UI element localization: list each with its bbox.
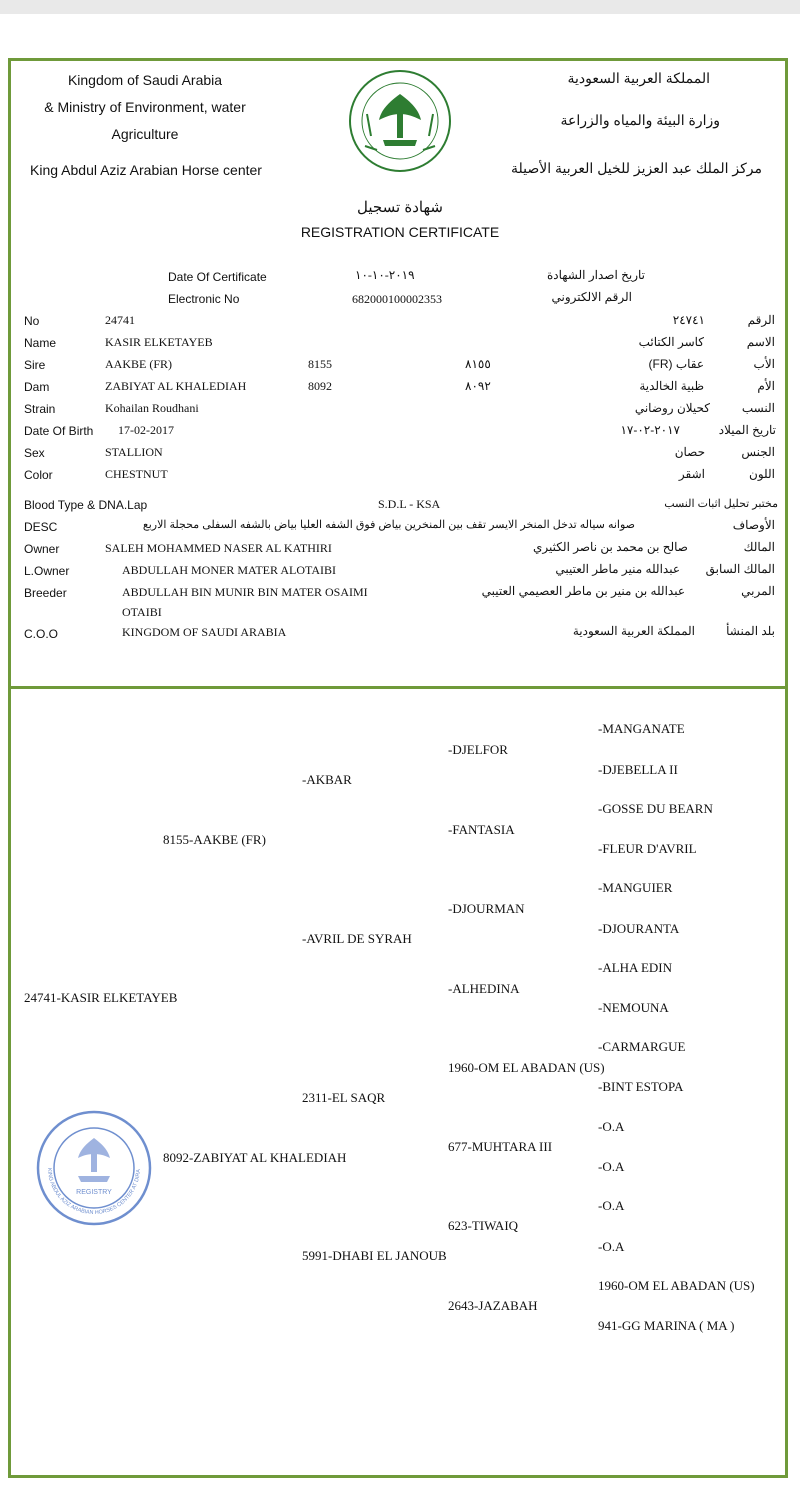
top-bar xyxy=(0,0,800,14)
dam-number-ar: ٨٠٩٢ xyxy=(465,379,491,393)
pedigree-sire: 8155-AAKBE (FR) xyxy=(163,832,266,847)
seal-registry-text: REGISTRY xyxy=(76,1189,112,1196)
strain-value-ar: كحيلان روضاني xyxy=(634,401,710,415)
title-english: REGISTRATION CERTIFICATE xyxy=(300,224,500,240)
blood-type-value: S.D.L - KSA xyxy=(378,497,441,511)
date-of-certificate-label-ar: تاريخ اصدار الشهادة xyxy=(546,268,645,282)
breeder-value: ABDULLAH BIN MUNIR BIN MATER OSAIMI xyxy=(122,585,368,599)
name-label-ar: الاسم xyxy=(746,335,775,349)
coo-value: KINGDOM OF SAUDI ARABIA xyxy=(122,625,287,639)
pedigree-gen5-1: -MANGANATE xyxy=(598,721,685,736)
sire-number-ar: ٨١٥٥ xyxy=(465,357,491,371)
breeder-value-ar: عبدالله بن منير بن ماطر العصيمي العتيبي xyxy=(481,584,685,598)
electronic-no-label: Electronic No xyxy=(168,292,240,306)
sire-number: 8155 xyxy=(308,357,332,371)
pedigree-gen5-14: -O.A xyxy=(598,1239,625,1254)
pedigree-gen5-13: -O.A xyxy=(598,1198,625,1213)
pedigree-gen4-1: -DJELFOR xyxy=(448,742,508,757)
pedigree-gen5-15: 1960-OM EL ABADAN (US) xyxy=(598,1278,755,1293)
sire-value: AAKBE (FR) xyxy=(105,357,173,371)
l-owner-label-ar: المالك السابق xyxy=(705,562,775,576)
pedigree-gen5-2: -DJEBELLA II xyxy=(598,762,678,777)
sire-value-ar: عقاب (FR) xyxy=(648,357,704,371)
no-value-ar: ٢٤٧٤١ xyxy=(672,313,705,327)
no-label-ar: الرقم xyxy=(747,313,775,327)
pedigree-gen5-5: -MANGUIER xyxy=(598,880,673,895)
ministry-logo-icon xyxy=(345,66,455,176)
color-label-ar: اللون xyxy=(749,467,775,481)
pedigree-gen5-8: -NEMOUNA xyxy=(598,1000,669,1015)
dam-value: ZABIYAT AL KHALEDIAH xyxy=(105,379,247,393)
header-ar-line1: المملكة العربية السعودية xyxy=(567,70,710,86)
sire-label: Sire xyxy=(24,358,46,372)
section-divider xyxy=(8,686,788,689)
owner-label-ar: المالك xyxy=(743,540,775,554)
name-value-ar: كاسر الكتائب xyxy=(638,335,704,349)
pedigree-gen3-3: 2311-EL SAQR xyxy=(302,1090,386,1105)
name-label: Name xyxy=(24,336,57,350)
sex-value: STALLION xyxy=(105,445,163,459)
pedigree-horse: 24741-KASIR ELKETAYEB xyxy=(24,990,178,1005)
pedigree-gen4-4: -ALHEDINA xyxy=(448,981,520,996)
owner-value-ar: صالح بن محمد بن ناصر الكثيري xyxy=(533,540,688,554)
seal-ring-text: KING ABDUL AZIZ ARABIAN HORSES CENTER AT DIRA xyxy=(45,1167,143,1217)
pedigree-dam: 8092-ZABIYAT AL KHALEDIAH xyxy=(163,1150,347,1165)
desc-value-ar: صوانه سياله تدخل المنخر الايسر تقف بين المنخرين بياض فوق الشفه العليا بياض بالشفه السفلى محجلة الاربع xyxy=(142,519,635,531)
registry-seal-icon xyxy=(34,1108,154,1228)
date-of-birth-label-ar: تاريخ الميلاد xyxy=(718,423,776,437)
color-value: CHESTNUT xyxy=(105,467,168,481)
pedigree-gen4-6: 677-MUHTARA III xyxy=(448,1139,553,1154)
sex-label: Sex xyxy=(24,446,45,460)
color-value-ar: اشقر xyxy=(678,467,705,481)
coo-value-ar: المملكة العربية السعودية xyxy=(572,624,695,638)
blood-type-label-ar: مختبر تحليل اثبات النسب xyxy=(664,498,778,510)
name-value: KASIR ELKETAYEB xyxy=(105,335,213,349)
pedigree-gen5-9: -CARMARGUE xyxy=(598,1039,686,1054)
sex-label-ar: الجنس xyxy=(741,445,775,459)
strain-label: Strain xyxy=(24,402,56,416)
strain-label-ar: النسب xyxy=(741,401,775,415)
pedigree-gen4-2: -FANTASIA xyxy=(448,822,515,837)
strain-value: Kohailan Roudhani xyxy=(105,401,199,415)
l-owner-label: L.Owner xyxy=(24,564,70,578)
breeder-label-ar: المربي xyxy=(741,584,775,598)
pedigree-gen5-4: -FLEUR D'AVRIL xyxy=(598,841,697,856)
date-of-birth-value: 17-02-2017 xyxy=(118,423,174,437)
desc-label: DESC xyxy=(24,520,58,534)
pedigree-gen4-5: 1960-OM EL ABADAN (US) xyxy=(448,1060,605,1075)
dam-label: Dam xyxy=(24,380,50,394)
l-owner-value-ar: عبدالله منير ماطر العتيبي xyxy=(555,562,680,576)
pedigree-gen4-8: 2643-JAZABAH xyxy=(448,1298,538,1313)
header-en-line2: & Ministry of Environment, water xyxy=(44,99,246,115)
breeder-label: Breeder xyxy=(24,586,67,600)
pedigree-gen4-3: -DJOURMAN xyxy=(448,901,525,916)
desc-label-ar: الأوصاف xyxy=(732,518,775,532)
pedigree-gen3-4: 5991-DHABI EL JANOUB xyxy=(302,1248,447,1263)
header-en-line1: Kingdom of Saudi Arabia xyxy=(67,72,223,88)
color-label: Color xyxy=(24,468,53,482)
no-value: 24741 xyxy=(105,313,135,327)
header-ar-line2: وزارة البيئة والمياه والزراعة xyxy=(560,112,720,128)
header-ar-line3: مركز الملك عبد العزيز للخيل العربية الأصيلة xyxy=(511,160,762,176)
dam-number: 8092 xyxy=(308,379,332,393)
date-of-birth-label: Date Of Birth xyxy=(24,424,94,438)
blood-type-label: Blood Type & DNA.Lap xyxy=(24,498,148,512)
date-of-certificate-label: Date Of Certificate xyxy=(168,270,267,284)
pedigree-gen5-6: -DJOURANTA xyxy=(598,921,680,936)
electronic-no-value: 682000100002353 xyxy=(352,292,442,306)
header-en-line3: Agriculture xyxy=(111,126,179,142)
pedigree-gen5-7: -ALHA EDIN xyxy=(598,960,673,975)
l-owner-value: ABDULLAH MONER MATER ALOTAIBI xyxy=(122,563,337,577)
sex-value-ar: حصان xyxy=(674,445,705,459)
pedigree-gen5-16: 941-GG MARINA ( MA ) xyxy=(598,1318,735,1333)
coo-label: C.O.O xyxy=(24,627,59,641)
date-of-birth-value-ar: ٢٠١٧-٠٢-١٧ xyxy=(620,423,680,437)
breeder-value-line2: OTAIBI xyxy=(122,605,162,619)
sire-label-ar: الأب xyxy=(753,357,775,371)
pedigree-gen5-10: -BINT ESTOPA xyxy=(598,1079,684,1094)
pedigree-gen5-3: -GOSSE DU BEARN xyxy=(598,801,713,816)
coo-label-ar: بلد المنشأ xyxy=(726,624,775,638)
title-arabic: شهادة تسجيل xyxy=(357,199,443,216)
owner-label: Owner xyxy=(24,542,60,556)
dam-value-ar: ظبية الخالدية xyxy=(639,379,704,393)
pedigree-gen3-2: -AVRIL DE SYRAH xyxy=(302,931,412,946)
dam-label-ar: الأم xyxy=(757,379,775,393)
date-of-certificate-value: ٢٠١٩-١٠-١٠ xyxy=(355,268,415,282)
no-label: No xyxy=(24,314,40,328)
pedigree-gen5-12: -O.A xyxy=(598,1159,625,1174)
pedigree-gen4-7: 623-TIWAIQ xyxy=(448,1218,519,1233)
pedigree-gen5-11: -O.A xyxy=(598,1119,625,1134)
electronic-no-label-ar: الرقم الالكتروني xyxy=(551,290,632,304)
owner-value: SALEH MOHAMMED NASER AL KATHIRI xyxy=(105,541,332,555)
header-en-line4: King Abdul Aziz Arabian Horse center xyxy=(30,162,262,178)
pedigree-gen3-1: -AKBAR xyxy=(302,772,352,787)
